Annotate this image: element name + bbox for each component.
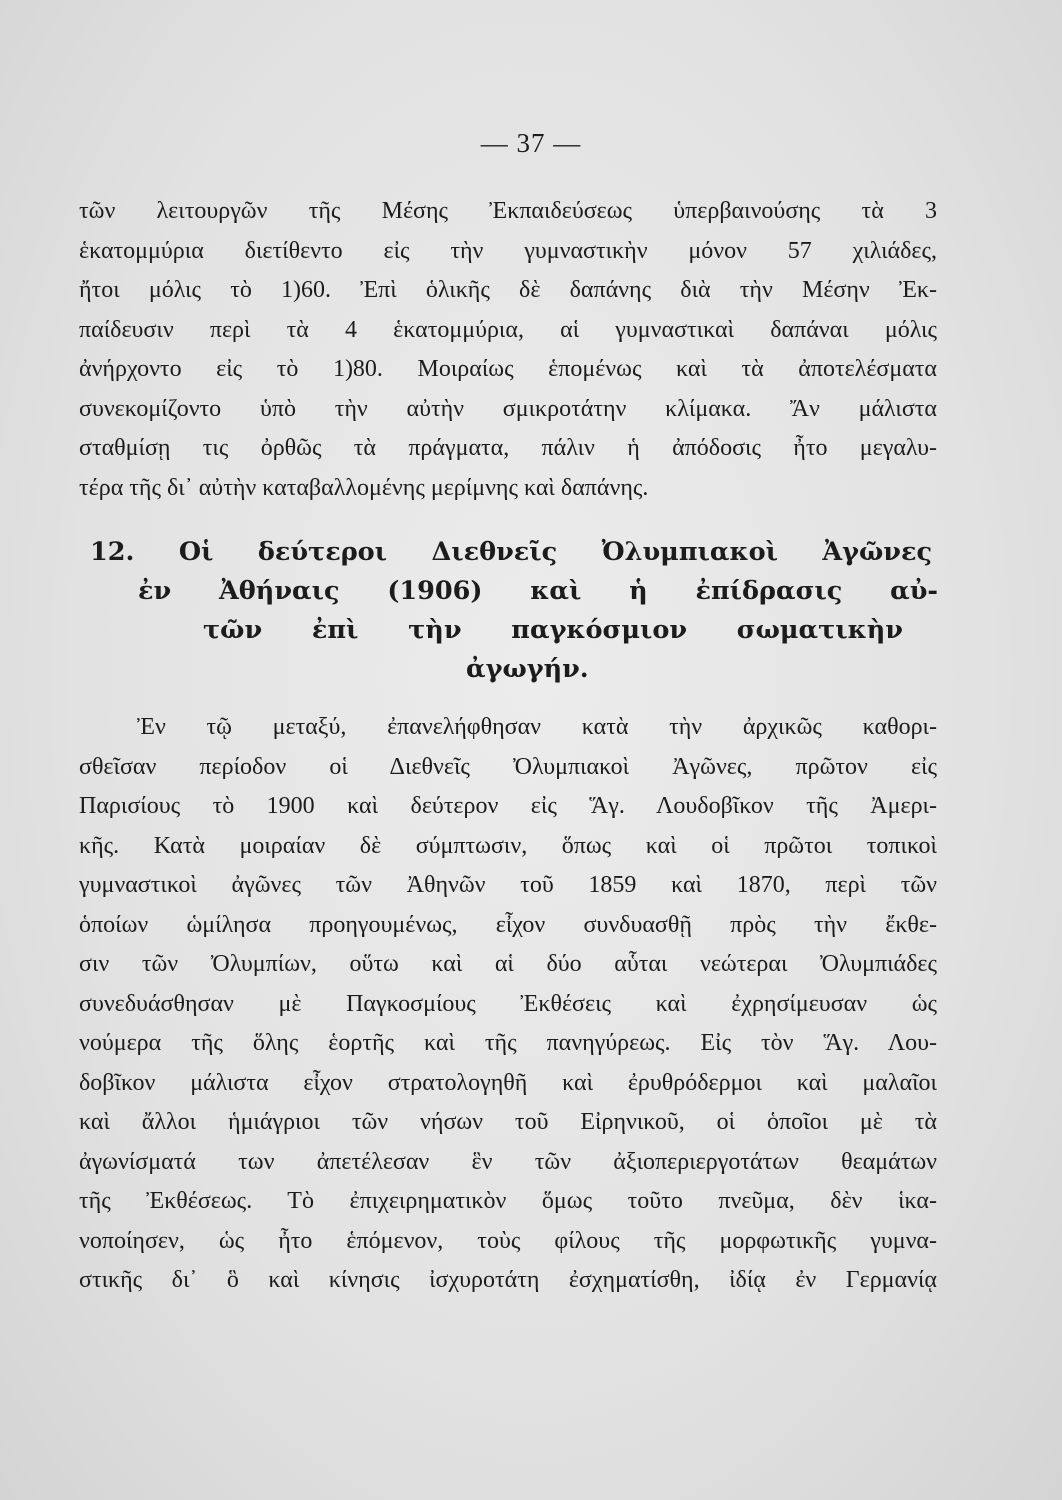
text-line: τέρα τῆς δι᾽ αὐτὴν καταβαλλομένης μερίμνης καὶ δαπάνης. <box>79 474 649 501</box>
text-line: σθεῖσαν περίοδον οἱ Διεθνεῖς Ὀλυμπιακοὶ Ἀγῶνες, πρῶτον εἰς <box>79 753 937 780</box>
text-line: Ἐν τῷ μεταξύ, ἐπανελήφθησαν κατὰ τὴν ἀρχικῶς καθορι- <box>137 714 937 740</box>
text-line: συνεκομίζοντο ὑπὸ τὴν αὐτὴν σμικροτάτην κλίμακα. Ἄν μάλιστα <box>79 395 937 422</box>
text-line: νούμερα τῆς ὅλης ἑορτῆς καὶ τῆς πανηγύρεως. Εἰς τὸν Ἅγ. Λου- <box>79 1030 937 1056</box>
text-line: δοβῖκον μάλιστα εἶχον στρατολογηθῆ καὶ ἐρυθρόδερμοι καὶ μαλαῖοι <box>79 1069 937 1096</box>
text-line: σταθμίσῃ τις ὀρθῶς τὰ πράγματα, πάλιν ἡ ἀπόδοσις ἦτο μεγαλυ- <box>79 435 937 461</box>
paragraph-1 <box>79 192 937 508</box>
text-line: καὶ ἄλλοι ἡμιάγριοι τῶν νήσων τοῦ Εἰρηνικοῦ, οἱ ὁποῖοι μὲ τὰ <box>79 1109 937 1135</box>
text-line: ἑκατομμύρια διετίθεντο εἰς τὴν γυμναστικὴν μόνον 57 χιλιάδες, <box>79 237 937 264</box>
page-number: — 37 — <box>480 128 582 158</box>
text-line: σιν τῶν Ὀλυμπίων, οὕτω καὶ αἱ δύο αὗται νεώτεραι Ὀλυμπιάδες <box>79 951 937 977</box>
text-line: γυμναστικοὶ ἀγῶνες τῶν Ἀθηνῶν τοῦ 1859 καὶ 1870, περὶ τῶν <box>79 872 937 898</box>
text-line: ἤτοι μόλις τὸ 1)60. Ἐπὶ ὁλικῆς δὲ δαπάνης διὰ τὴν Μέσην Ἐκ- <box>79 277 937 303</box>
text-line: ἀνήρχοντο εἰς τὸ 1)80. Μοιραίως ἑπομένως καὶ τὰ ἀποτελέσματα <box>79 356 937 382</box>
heading-line: τῶν ἐπὶ τὴν παγκόσμιον σωματικὴν <box>203 615 903 645</box>
text-line: στικῆς δι᾽ ὃ καὶ κίνησις ἰσχυροτάτη ἐσχηματίσθη, ἰδίᾳ ἐν Γερμανίᾳ <box>79 1267 937 1293</box>
text-line: τῆς Ἐκθέσεως. Τὸ ἐπιχειρηματικὸν ὅμως τοῦτο πνεῦμα, δὲν ἱκα- <box>79 1188 937 1214</box>
heading-line: 12. Οἱ δεύτεροι Διεθνεῖς Ὀλυμπιακοὶ Ἀγῶνες <box>90 537 932 567</box>
text-line: κῆς. Κατὰ μοιραίαν δὲ σύμπτωσιν, ὅπως καὶ οἱ πρῶτοι τοπικοὶ <box>79 832 937 859</box>
heading-line: ἐν Ἀθήναις (1906) καὶ ἡ ἐπίδρασις αὐ- <box>138 576 938 606</box>
text-line: παίδευσιν περὶ τὰ 4 ἑκατομμύρια, αἱ γυμναστικαὶ δαπάναι μόλις <box>79 316 937 343</box>
text-line: ὁποίων ὡμίλησα προηγουμένως, εἶχον συνδυασθῇ πρὸς τὴν ἔκθε- <box>79 911 937 938</box>
heading-line: ἀγωγήν. <box>466 654 589 684</box>
text-line: Παρισίους τὸ 1900 καὶ δεύτερον εἰς Ἅγ. Λουδοβῖκον τῆς Ἀμερι- <box>79 793 937 819</box>
text-line: τῶν λειτουργῶν τῆς Μέσης Ἐκπαιδεύσεως ὑπερβαινούσης τὰ 3 <box>79 198 937 224</box>
paragraph-2 <box>79 708 937 1301</box>
text-line: συνεδυάσθησαν μὲ Παγκοσμίους Ἐκθέσεις καὶ ἐχρησίμευσαν ὡς <box>79 990 937 1017</box>
text-line: ἀγωνίσματά των ἀπετέλεσαν ἓν τῶν ἀξιοπεριεργοτάτων θεαμάτων <box>79 1148 937 1175</box>
text-line: νοποίησεν, ὡς ἦτο ἑπόμενον, τοὺς φίλους τῆς μορφωτικῆς γυμνα- <box>79 1227 937 1254</box>
section-heading <box>90 533 950 689</box>
